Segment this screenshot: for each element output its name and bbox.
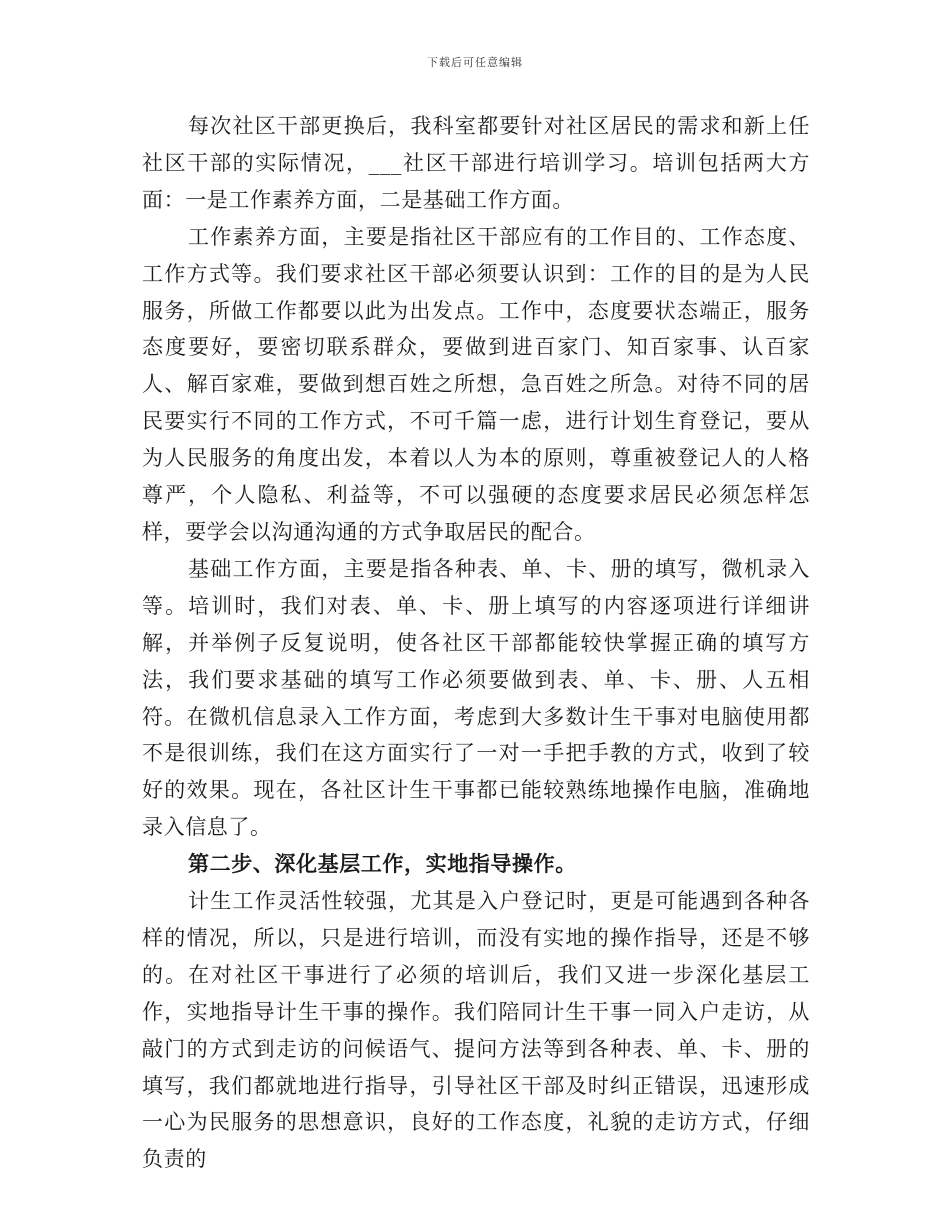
paragraph-training-intro: 每次社区干部更换后，我科室都要针对社区居民的需求和新上任社区干部的实际情况，___社区干部进行培训学习。培训包括两大方面：一是工作素养方面，二是基础工作方面。 (142, 114, 810, 212)
paragraph-field-guidance: 计生工作灵活性较强，尤其是入户登记时，更是可能遇到各种各样的情况，所以，只是进行培训，而没有实地的操作指导，还是不够的。在对社区干事进行了必须的培训后，我们又进一步深化基层工作，实地指导计生干事的操作。我们陪同计生干事一同入户走访，从敲门的方式到走访的问候语气、提问方法等到各种表、单、卡、册的填写，我们都就地进行指导，引导社区干部及时纠正错误，迅速形成一心为民服务的思想意识，良好的工作态度，礼貌的走访方式，仔细负责的 (142, 889, 810, 1172)
document-body (142, 108, 810, 1178)
paragraph-work-quality: 工作素养方面，主要是指社区干部应有的工作目的、工作态度、工作方式等。我们要求社区干部必须要认识到：工作的目的是为人民服务，所做工作都要以此为出发点。工作中，态度要状态端正，服务态度要好，要密切联系群众，要做到进百家门、知百家事、认百家人、解百家难，要做到想百姓之所想，急百姓之所急。对待不同的居民要实行不同的工作方式，不可千篇一虑，进行计划生育登记，要从为人民服务的角度出发，本着以人为本的原则，尊重被登记人的人格尊严，个人隐私、利益等，不可以强硬的态度要求居民必须怎样怎样，要学会以沟通沟通的方式争取居民的配合。 (142, 224, 810, 544)
section-heading-step-two: 第二步、深化基层工作，实地指导操作。 (188, 851, 577, 877)
page-header: 下载后可任意编辑 (427, 56, 523, 69)
paragraph-basic-work: 基础工作方面，主要是指各种表、单、卡、册的填写，微机录入等。培训时，我们对表、单、卡、册上填写的内容逐项进行详细讲解，并举例子反复说明，使各社区干部都能较快掌握正确的填写方法，我们要求基础的填写工作必须要做到表、单、卡、册、人五相符。在微机信息录入工作方面，考虑到大多数计生干事对电脑使用都不是很训练，我们在这方面实行了一对一手把手教的方式，收到了较好的效果。现在，各社区计生干事都已能较熟练地操作电脑，准确地录入信息了。 (142, 556, 810, 840)
